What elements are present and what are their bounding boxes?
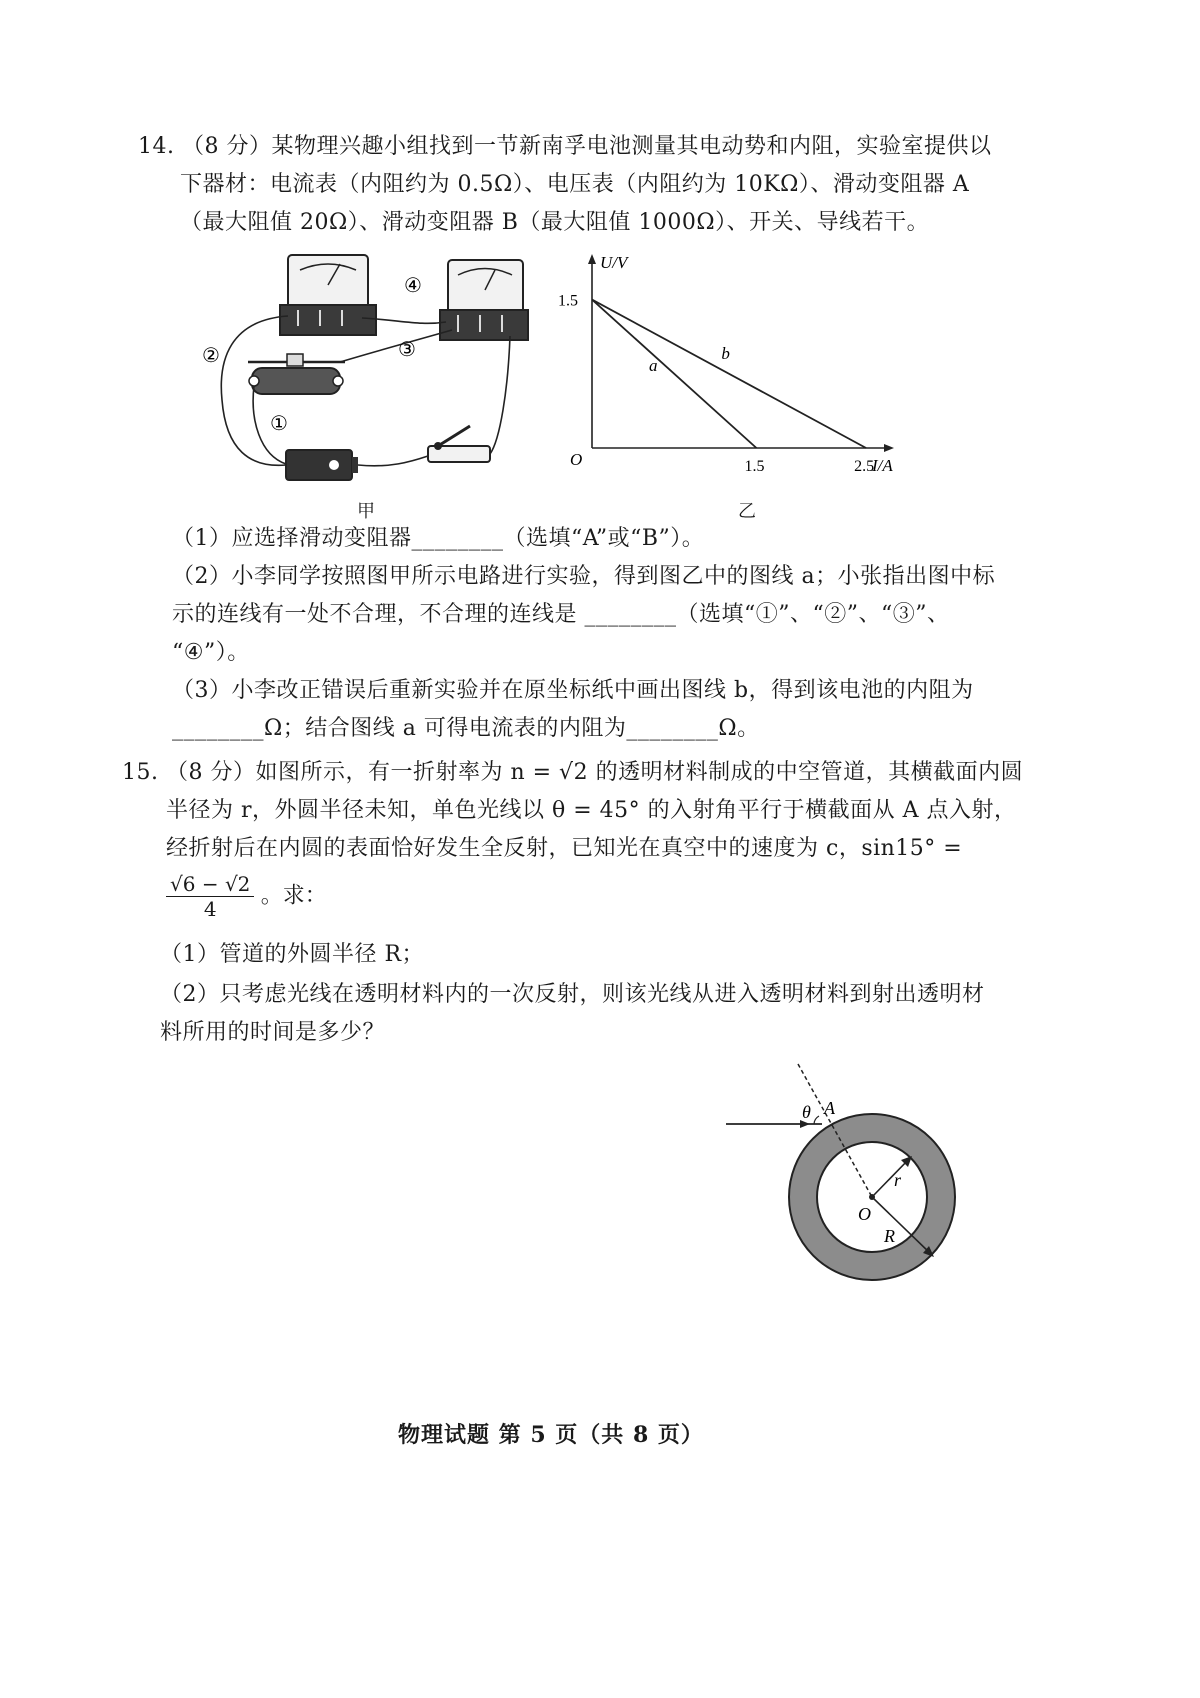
- label-circle-3: ③: [398, 339, 416, 361]
- page-footer: 物理试题 第 5 页（共 8 页）: [398, 1422, 704, 1448]
- label-r: r: [894, 1170, 902, 1190]
- battery-icon: [286, 450, 358, 480]
- ammeter-icon: [280, 255, 376, 335]
- wire-battery-switch: [358, 456, 428, 466]
- series-label-b: b: [721, 343, 730, 363]
- switch-icon: [428, 426, 490, 462]
- fraction-tail: 。求：: [260, 883, 327, 909]
- y-axis-label: U/V: [600, 253, 628, 272]
- x-axis-label: I/A: [872, 456, 893, 475]
- q14-part-2: （2）小李同学按照图甲所示电路进行实验，得到图乙中的图线 a；小张指出图中标: [172, 564, 996, 589]
- wire-4: [490, 336, 510, 454]
- label-R: R: [884, 1226, 895, 1246]
- series-line-b: [592, 300, 866, 448]
- series-line-a: [592, 300, 756, 448]
- q14-part-3-cont: ________Ω；结合图线 a 可得电流表的内阻为________Ω。: [172, 716, 760, 741]
- sin15-fraction: [166, 872, 327, 921]
- q15-part-2-cont: 料所用的时间是多少？: [160, 1020, 386, 1045]
- fraction-numerator: √6 − √2: [166, 872, 254, 897]
- center-point: [869, 1194, 875, 1200]
- x-axis-arrow: [884, 444, 894, 452]
- label-circle-4: ④: [404, 275, 422, 297]
- circuit-figure: [190, 250, 530, 500]
- voltmeter-icon: [440, 260, 528, 340]
- label-circle-1: ①: [270, 413, 288, 435]
- q14-line-1: 14. （8 分）某物理兴趣小组找到一节新南孚电池测量其电动势和内阻，实验室提供以: [138, 134, 992, 159]
- label-A: A: [824, 1098, 835, 1118]
- y-tick-label: 1.5: [558, 292, 578, 310]
- q14-part-3: （3）小李改正错误后重新实验并在原坐标纸中画出图线 b，得到该电池的内阻为: [172, 678, 974, 703]
- y-axis-arrow: [588, 254, 596, 264]
- tube-figure: [720, 1062, 980, 1292]
- x-tick-label: 1.5: [744, 458, 765, 475]
- q15-part-1: （1）管道的外圆半径 R；: [160, 942, 425, 967]
- q14-part-2-cont: 示的连线有一处不合理，不合理的连线是 ________（选填“①”、“②”、“③”、: [172, 602, 950, 627]
- q15-line-2: 半径为 r，外圆半径未知，单色光线以 θ = 45° 的入射角平行于横截面从 A 点入射，: [166, 798, 1017, 823]
- label-circle-2: ②: [202, 345, 220, 367]
- origin-label: O: [570, 450, 583, 469]
- figure-caption-jia: 甲: [357, 501, 375, 522]
- figure-caption-yi: 乙: [738, 501, 756, 522]
- q14-line-2: 下器材：电流表（内阻约为 0.5Ω）、电压表（内阻约为 10KΩ）、滑动变阻器 A: [180, 172, 970, 197]
- label-O: O: [858, 1204, 871, 1224]
- q14-part-1: （1）应选择滑动变阻器________（选填“A”或“B”）。: [172, 526, 705, 551]
- q15-line-3: 经折射后在内圆的表面恰好发生全反射，已知光在真空中的速度为 c，sin15° =: [166, 836, 963, 861]
- q14-line-3: （最大阻值 20Ω）、滑动变阻器 B（最大阻值 1000Ω）、开关、导线若干。: [180, 210, 930, 235]
- rheostat-icon: [248, 354, 345, 394]
- series-label-a: a: [649, 355, 658, 375]
- label-theta: θ: [802, 1102, 811, 1122]
- q14-part-2-cont2: “④”）。: [172, 640, 250, 665]
- fraction-denominator: 4: [203, 897, 217, 921]
- q15-line-1: 15. （8 分）如图所示，有一折射率为 n = √2 的透明材料制成的中空管道，其横截面内圆: [122, 760, 1024, 785]
- x-tick-label: 2.5: [854, 458, 875, 475]
- q15-part-2: （2）只考虑光线在透明材料内的一次反射，则该光线从进入透明材料到射出透明材: [160, 982, 985, 1007]
- angle-arc: [814, 1116, 819, 1124]
- ui-graph: [548, 250, 908, 485]
